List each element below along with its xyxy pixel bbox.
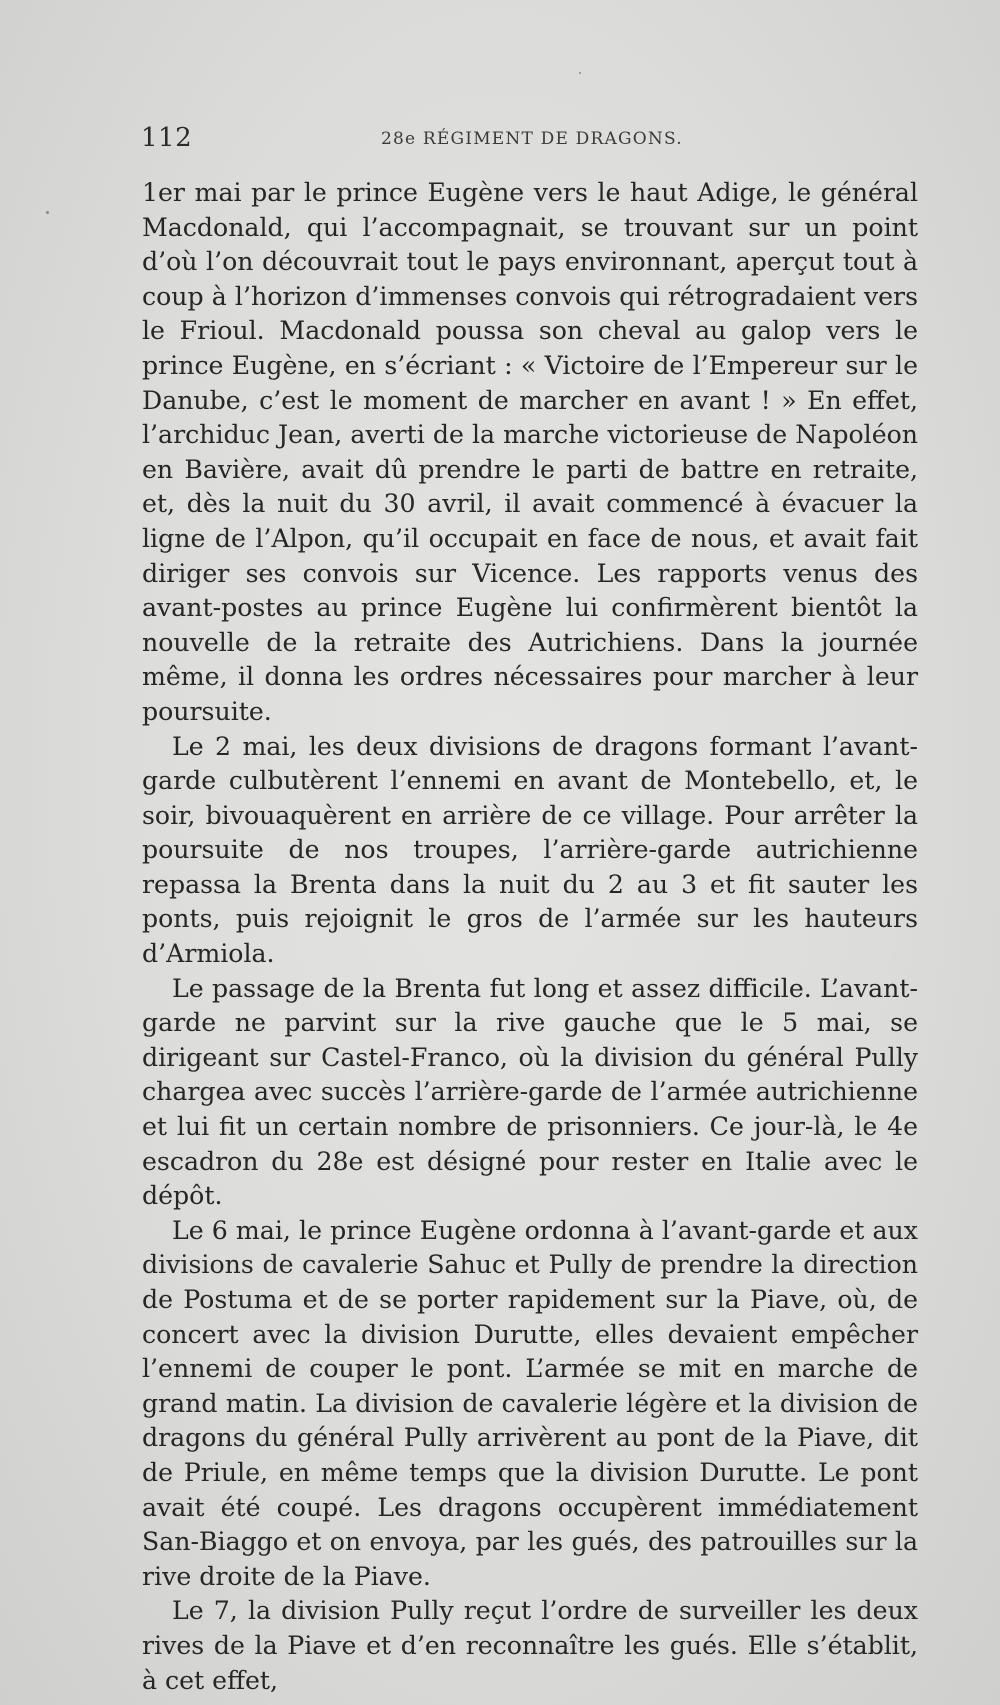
paragraph-1: 1er mai par le prince Eugène vers le haut Adige, le général Macdonald, qui l’accompagnait, se trouvant sur un point d’où l’on découvrait tout le pays environnant, aperçut tout à coup à l’horizon d’immenses convois qui rétrogradaient vers le Frioul. Macdonald poussa son cheval au galop vers le prince Eugène, en s’écriant : « Victoire de l’Empereur sur le Danube, c’est le moment de marcher en avant ! » En effet, l’archiduc Jean, averti de la marche victorieuse de Napoléon en Bavière, avait dû prendre le parti de battre en retraite, et, dès la nuit du 30 avril, il avait commencé à évacuer la ligne de l’Alpon, qu’il occupait en face de nous, et avait fait diriger ses convois sur Vicence. Les rapports venus des avant-postes au prince Eugène lui confirmèrent bientôt la nouvelle de la retraite des Autrichiens. Dans la journée même, il donna les ordres nécessaires pour marcher à leur poursuite.: [142, 178, 918, 726]
body-text: [142, 176, 918, 1698]
page-header: [141, 123, 921, 153]
running-head: 28e RÉGIMENT DE DRAGONS.: [381, 129, 683, 149]
paragraph-2: Le 2 mai, les deux divisions de dragons formant l’avant-garde culbutèrent l’ennemi en avant de Montebello, et, le soir, bivouaquèrent en arrière de ce village. Pour arrêter la poursuite de nos troupes, l’arrière-garde autrichienne repassa la Brenta dans la nuit du 2 au 3 et fit sauter les ponts, puis rejoignit le gros de l’armée sur les hauteurs d’Armiola.: [142, 731, 918, 969]
paragraph-5: Le 7, la division Pully reçut l’ordre de surveiller les deux rives de la Piave et d’en reconnaître les gués. Elle s’établit, à cet effet,: [142, 1596, 918, 1695]
paper-speck: [579, 72, 581, 74]
paper-speck: [46, 211, 49, 214]
paragraph-3: Le passage de la Brenta fut long et assez difficile. L’avant-garde ne parvint sur la rive gauche que le 5 mai, se dirigeant sur Castel-Franco, où la division du général Pully chargea avec succès l’arrière-garde de l’armée autrichienne et lui fit un certain nombre de prisonniers. Ce jour-là, le 4e escadron du 28e est désigné pour rester en Italie avec le dépôt.: [142, 973, 918, 1211]
paragraph-4: Le 6 mai, le prince Eugène ordonna à l’avant-garde et aux divisions de cavalerie Sahuc et Pully de prendre la direction de Postuma et de se porter rapidement sur la Piave, où, de concert avec la division Durutte, elles devaient empêcher l’ennemi de couper le pont. L’armée se mit en marche de grand matin. La division de cavalerie légère et la division de dragons du général Pully arrivèrent au pont de la Piave, dit de Priule, en même temps que la division Durutte. Le pont avait été coupé. Les dragons occupèrent immédiatement San-Biaggo et on envoya, par les gués, des patrouilles sur la rive droite de la Piave.: [142, 1215, 918, 1591]
page-number: 112: [141, 123, 193, 153]
